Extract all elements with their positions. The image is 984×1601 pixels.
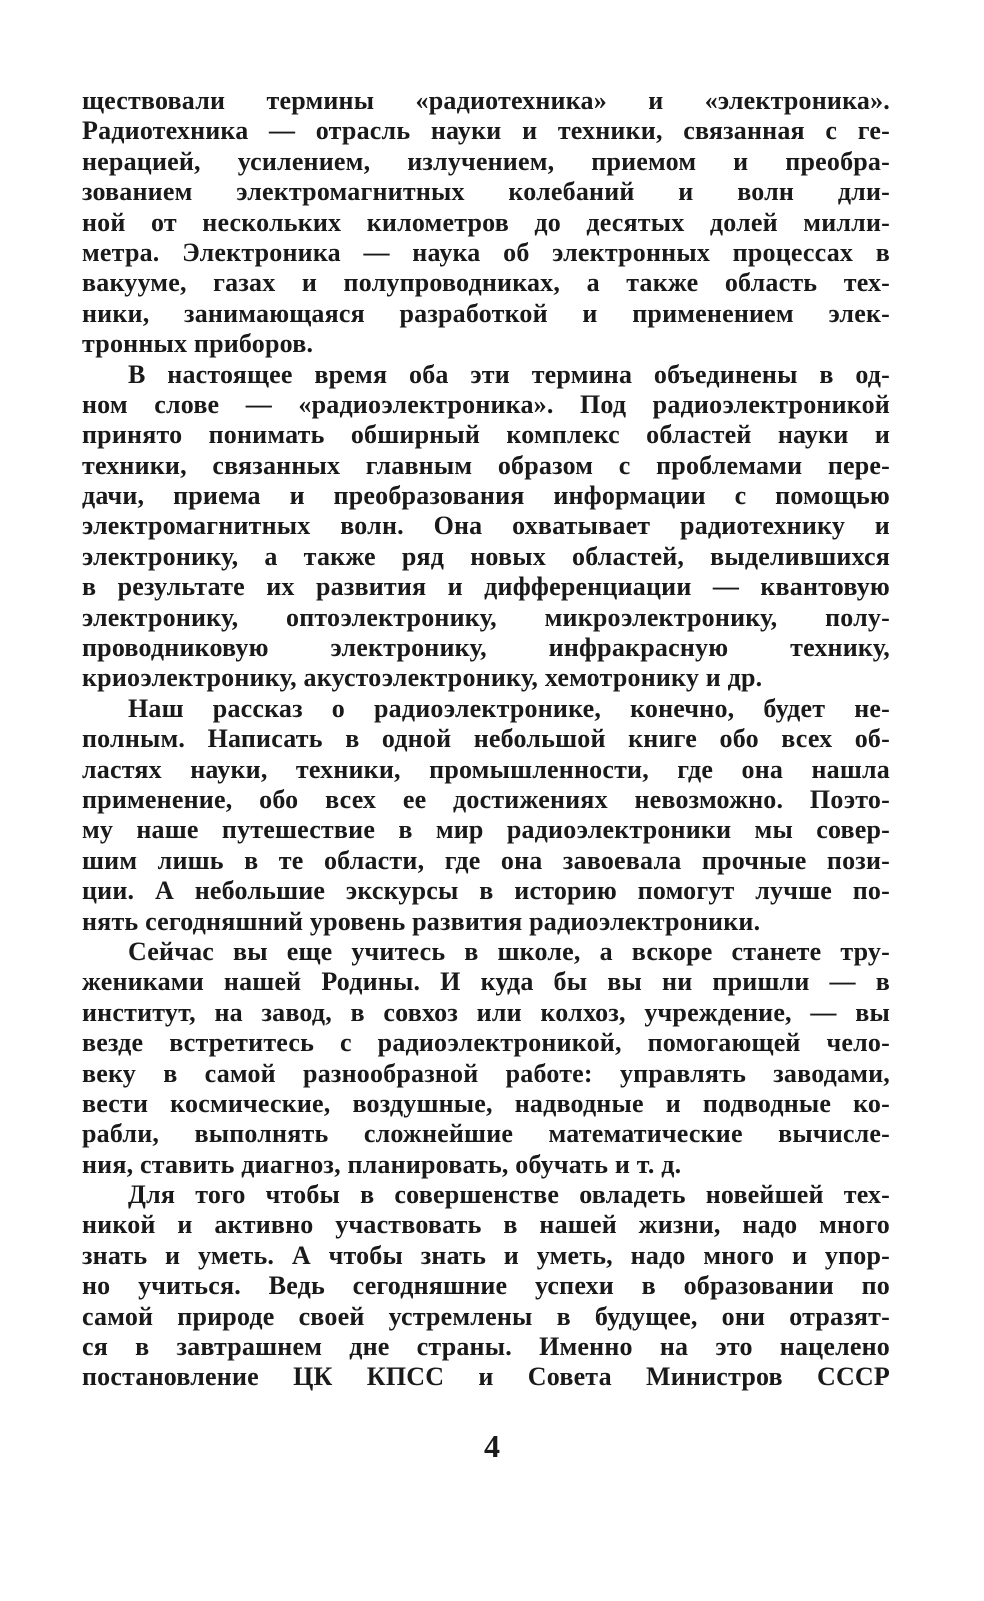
text-line: Радиотехника — отрасль науки и техники, связанная с ге- xyxy=(82,116,890,146)
text-line: Сейчас вы еще учитесь в школе, а вскоре станете тру- xyxy=(128,936,890,966)
text-line: му наше путешествие в мир радиоэлектроники мы совер- xyxy=(82,815,890,845)
text-line: Наш рассказ о радиоэлектронике, конечно, будет не- xyxy=(128,693,890,723)
text-line: В настоящее время оба эти термина объединены в од- xyxy=(128,359,890,389)
paragraph xyxy=(82,694,890,937)
text-line: дачи, приема и преобразования информации с помощью xyxy=(82,481,890,511)
paragraph xyxy=(82,1180,890,1393)
text-line: проводниковую электронику, инфракрасную технику, xyxy=(82,633,890,663)
text-line: полным. Написать в одной небольшой книге обо всех об- xyxy=(82,724,890,754)
text-line: в результате их развития и дифференциации — квантовую xyxy=(82,572,890,602)
text-line: постановление ЦК КПСС и Совета Министров СССР xyxy=(82,1362,890,1392)
paragraph xyxy=(82,360,890,694)
text-line: зованием электромагнитных колебаний и волн дли- xyxy=(82,177,890,207)
text-line: нерацией, усилением, излучением, приемом и преобра- xyxy=(82,146,890,176)
page-number: 4 xyxy=(484,1428,500,1464)
text-line: ции. А небольшие экскурсы в историю помогут лучше по- xyxy=(82,876,890,906)
text-line: электронику, оптоэлектронику, микроэлектронику, полу- xyxy=(82,602,890,632)
text-line: нять сегодняшний уровень развития радиоэлектроники. xyxy=(82,906,761,936)
text-line: применение, обо всех ее достижениях невозможно. Поэто- xyxy=(82,784,890,814)
text-line: принято понимать обширный комплекс областей науки и xyxy=(82,420,890,450)
text-line: ной от нескольких километров до десятых долей милли- xyxy=(82,207,890,237)
text-line: знать и уметь. А чтобы знать и уметь, надо много и упор- xyxy=(82,1240,890,1270)
text-line: ластях науки, техники, промышленности, где она нашла xyxy=(82,754,890,784)
text-line: институт, на завод, в совхоз или колхоз, учреждение, — вы xyxy=(82,997,890,1027)
text-line: но учиться. Ведь сегодняшние успехи в образовании по xyxy=(82,1271,890,1301)
text-line: веку в самой разнообразной работе: управлять заводами, xyxy=(82,1058,890,1088)
text-line: электронику, а также ряд новых областей, выделившихся xyxy=(82,541,890,571)
paragraph xyxy=(82,937,890,1180)
text-line: шим лишь в те области, где она завоевала прочные пози- xyxy=(82,845,890,875)
text-line: вести космические, воздушные, надводные и подводные ко- xyxy=(82,1088,890,1118)
text-line: самой природе своей устремлены в будущее, они отразят- xyxy=(82,1301,890,1331)
text-line: техники, связанных главным образом с проблемами пере- xyxy=(82,450,890,480)
text-line: ном слове — «радиоэлектроника». Под радиоэлектроникой xyxy=(82,389,890,419)
text-line: ществовали термины «радиотехника» и «электроника». xyxy=(82,86,890,115)
text-line: никой и активно участвовать в нашей жизни, надо много xyxy=(82,1210,890,1240)
text-line: тронных приборов. xyxy=(82,329,314,359)
text-line: везде встретитесь с радиоэлектроникой, помогающей чело- xyxy=(82,1028,890,1058)
text-line: вакууме, газах и полупроводниках, а также область тех- xyxy=(82,268,890,298)
text-line: криоэлектронику, акустоэлектронику, хемотронику и др. xyxy=(82,663,763,693)
text-line: рабли, выполнять сложнейшие математические вычисле- xyxy=(82,1119,890,1149)
text-line: ния, ставить диагноз, планировать, обучать и т. д. xyxy=(82,1149,682,1179)
text-line: электромагнитных волн. Она охватывает радиотехнику и xyxy=(82,511,890,541)
text-line: Для того чтобы в совершенстве овладеть новейшей тех- xyxy=(128,1180,890,1210)
text-line: ники, занимающаяся разработкой и применением элек- xyxy=(82,298,890,328)
text-line: жениками нашей Родины. И куда бы вы ни пришли — в xyxy=(82,967,890,997)
text-line: ся в завтрашнем дне страны. Именно на это нацелено xyxy=(82,1332,890,1362)
page-body xyxy=(82,86,890,1393)
text-line: метра. Электроника — наука об электронных процессах в xyxy=(82,237,890,267)
paragraph xyxy=(82,86,890,360)
